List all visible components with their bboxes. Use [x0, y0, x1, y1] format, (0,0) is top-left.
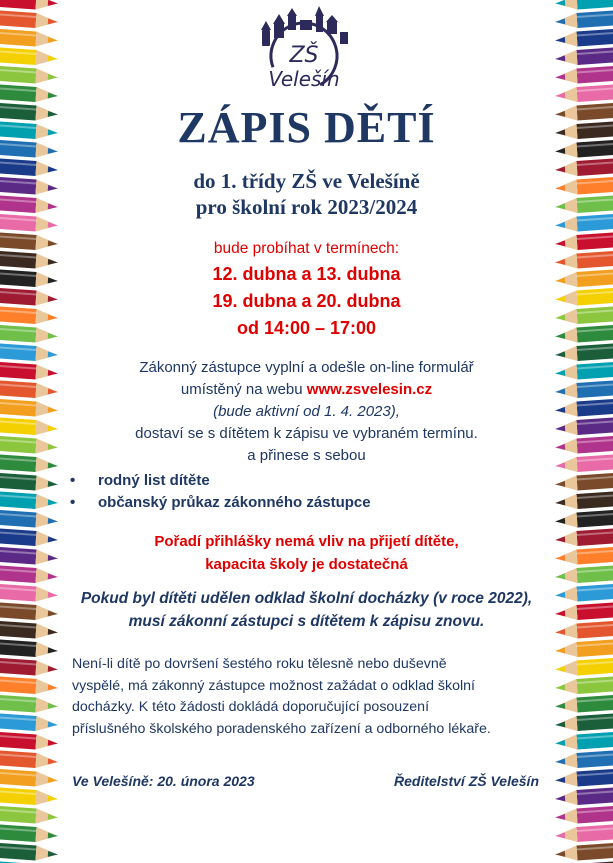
- pencil: [555, 121, 613, 141]
- pencil: [0, 824, 58, 844]
- pencil: [0, 639, 58, 659]
- postponement-line-1: Pokud byl dítěti udělen odklad školní docházky (v roce 2022),: [80, 590, 533, 607]
- pencil: [0, 10, 58, 30]
- notice-line-1: Pořadí přihlášky nemá vliv na přijetí dítěte,: [154, 533, 459, 550]
- instructions-line-3: (bude aktivní od 1. 4. 2023),: [213, 403, 400, 420]
- pencil: [0, 121, 58, 141]
- pencil: [0, 435, 58, 455]
- pencil: [555, 28, 613, 48]
- pencil: [555, 731, 613, 751]
- pencil: [555, 472, 613, 492]
- pencils-left-image: [0, 0, 58, 863]
- list-item-label: rodný list dítěte: [98, 472, 210, 489]
- pencil: [0, 65, 58, 85]
- schedule-time: od 14:00 – 17:00: [236, 318, 377, 338]
- pencil: [555, 639, 613, 659]
- paragraph-line-4: příslušného školského poradenského zařízení a odborného lékaře.: [72, 720, 491, 737]
- pencil: [0, 269, 58, 289]
- instructions-line-5: a přinese s sebou: [247, 447, 366, 464]
- pencil: [555, 528, 613, 548]
- pencil: [0, 509, 58, 529]
- pencil: [555, 583, 613, 603]
- pencil: [0, 602, 58, 622]
- pencil: [555, 84, 613, 104]
- pencil: [0, 694, 58, 714]
- schedule-intro: bude probíhat v termínech:: [213, 240, 400, 257]
- pencil: [0, 731, 58, 751]
- signature: Ředitelství ZŠ Velešín: [394, 773, 539, 789]
- pencil: [0, 102, 58, 122]
- pencil: [0, 528, 58, 548]
- notice-line-2: kapacita školy je dostatečná: [205, 556, 408, 573]
- pencil: [555, 47, 613, 67]
- pencil: [555, 417, 613, 437]
- pencil: [555, 176, 613, 196]
- pencil: [0, 213, 58, 233]
- pencil: [0, 0, 58, 11]
- pencil: [0, 657, 58, 677]
- pencil: [555, 65, 613, 85]
- pencil: [0, 546, 58, 566]
- pencil: [0, 47, 58, 67]
- pencil: [555, 713, 613, 733]
- list-item: [68, 492, 371, 514]
- pencil: [0, 491, 58, 511]
- pencil: [0, 361, 58, 381]
- pencil: [0, 176, 58, 196]
- pencil: [0, 472, 58, 492]
- logo-text-zs: ZŠ: [289, 43, 319, 68]
- pencil-border-right: [555, 0, 613, 863]
- pencil: [555, 158, 613, 178]
- pencil: [555, 454, 613, 474]
- pencil: [0, 398, 58, 418]
- bullet-icon: •: [70, 494, 76, 511]
- paragraph-line-1: Není-li dítě po dovršení šestého roku tělesně nebo duševně: [72, 656, 447, 672]
- pencil: [0, 250, 58, 270]
- pencil: [0, 139, 58, 159]
- list-item-label: občanský průkaz zákonného zástupce: [98, 494, 371, 511]
- pencil: [555, 546, 613, 566]
- pencil: [555, 380, 613, 400]
- pencil: [555, 694, 613, 714]
- pencil: [555, 491, 613, 511]
- pencil: [0, 84, 58, 104]
- pencil: [555, 842, 613, 862]
- pencil: [0, 787, 58, 807]
- postponement-paragraph: [72, 654, 552, 740]
- pencils-right-image: [555, 0, 613, 863]
- pencil: [0, 232, 58, 252]
- instructions-line-1: Zákonný zástupce vyplní a odešle on-line formulář: [139, 359, 474, 376]
- pencil: [0, 158, 58, 178]
- pencil: [555, 787, 613, 807]
- pencil: [0, 676, 58, 696]
- pencil: [0, 768, 58, 788]
- poster-content: [58, 0, 555, 863]
- pencil: [0, 842, 58, 862]
- pencil: [555, 102, 613, 122]
- pencil: [555, 620, 613, 640]
- pencil: [0, 620, 58, 640]
- pencil: [555, 361, 613, 381]
- pencil: [555, 602, 613, 622]
- pencil: [555, 287, 613, 307]
- bullet-icon: •: [70, 472, 76, 489]
- instructions-line-2: [58, 379, 555, 401]
- pencil: [0, 565, 58, 585]
- pencil: [0, 417, 58, 437]
- pencil: [555, 509, 613, 529]
- pencil: [555, 324, 613, 344]
- pencil: [555, 0, 613, 11]
- pencil: [0, 750, 58, 770]
- place-and-date: Ve Velešíně: 20. února 2023: [72, 773, 255, 789]
- postponement-line-2: musí zákonní zástupci s dítětem k zápisu znovu.: [128, 613, 485, 630]
- pencil: [555, 232, 613, 252]
- school-website-link[interactable]: www.zsvelesin.cz: [306, 381, 433, 398]
- pencil: [555, 343, 613, 363]
- pencil: [0, 28, 58, 48]
- pencil: [555, 676, 613, 696]
- schedule-date-2: 19. dubna a 20. dubna: [212, 291, 401, 311]
- pencil: [555, 565, 613, 585]
- pencil: [555, 306, 613, 326]
- pencil: [0, 306, 58, 326]
- pencil: [555, 250, 613, 270]
- pencil: [555, 213, 613, 233]
- pencil: [0, 380, 58, 400]
- pencil: [555, 398, 613, 418]
- pencil: [0, 583, 58, 603]
- pencil: [0, 713, 58, 733]
- paragraph-line-2: vyspělé, má zákonný zástupce možnost zažádat o odklad školní: [72, 677, 475, 694]
- subtitle-line-2: pro školní rok 2023/2024: [195, 195, 418, 219]
- pencil: [555, 824, 613, 844]
- pencil-border-left: [0, 0, 58, 863]
- pencil: [555, 750, 613, 770]
- pencil: [555, 195, 613, 215]
- pencil: [0, 805, 58, 825]
- pencil: [0, 195, 58, 215]
- pencil: [555, 657, 613, 677]
- required-documents-list: [68, 470, 371, 514]
- school-logo-graphic: [244, 6, 364, 94]
- paragraph-line-3: docházky. K této žádosti dokládá doporučující posouzení: [72, 699, 430, 715]
- pencil: [0, 287, 58, 307]
- pencil: [0, 324, 58, 344]
- pencil: [0, 343, 58, 363]
- list-item: [68, 470, 371, 492]
- logo-text-velesin: Velešín: [268, 67, 340, 91]
- pencil: [555, 10, 613, 30]
- pencil: [555, 269, 613, 289]
- pencil: [0, 454, 58, 474]
- pencil: [555, 805, 613, 825]
- pencil: [555, 768, 613, 788]
- pencil: [555, 435, 613, 455]
- instructions-line-2-text: umístěný na webu: [180, 381, 307, 398]
- schedule-date-1: 12. dubna a 13. dubna: [212, 264, 401, 284]
- subtitle-line-1: do 1. třídy ZŠ ve Velešíně: [193, 169, 420, 193]
- pencil: [555, 139, 613, 159]
- instructions-line-4: dostaví se s dítětem k zápisu ve vybraném termínu.: [135, 425, 478, 442]
- page-title: ZÁPIS DĚTÍ: [177, 103, 436, 152]
- school-logo: [244, 6, 364, 94]
